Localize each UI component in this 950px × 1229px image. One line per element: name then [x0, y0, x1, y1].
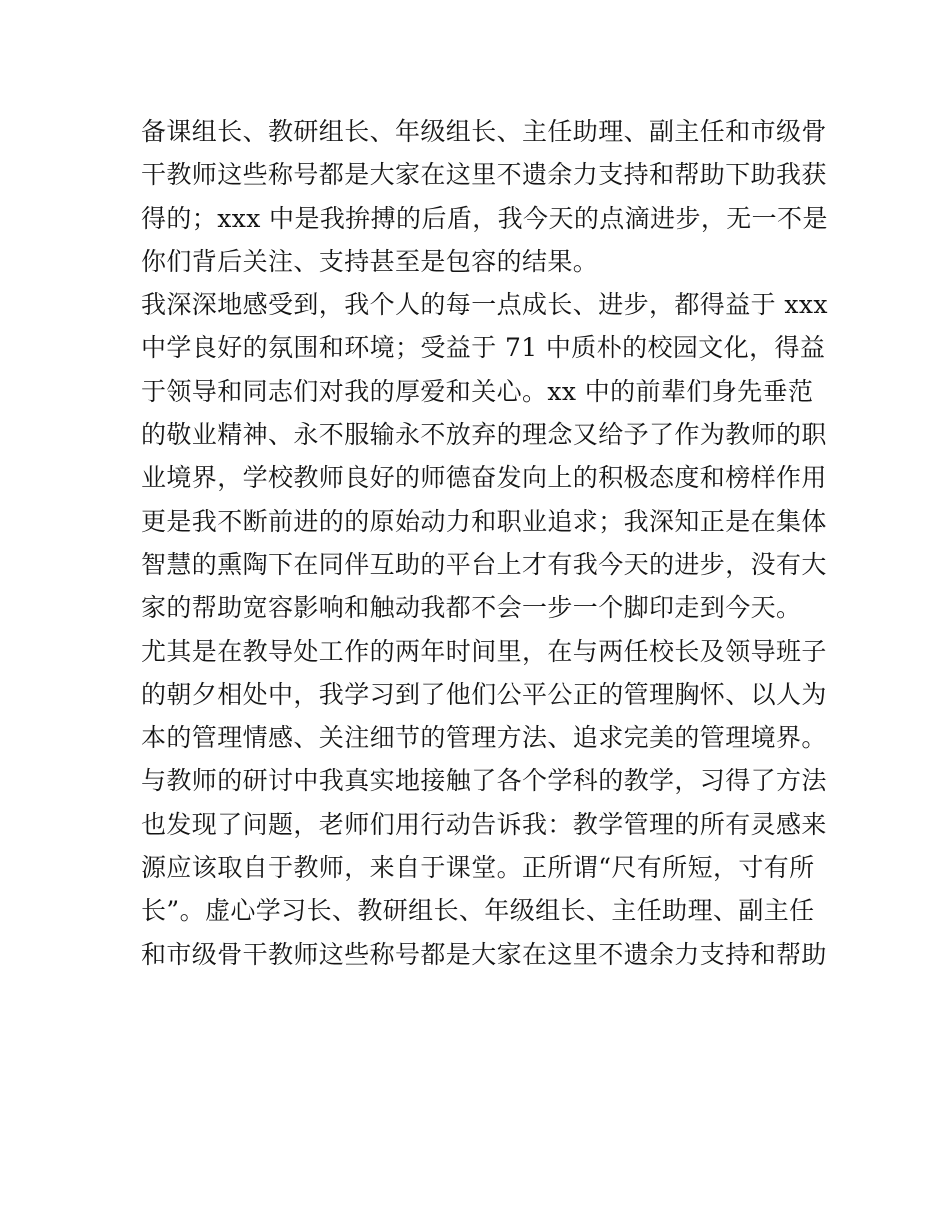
- body-text: [141, 110, 828, 976]
- text-line-4: 你们背后关注、支持甚至是包容的结果。: [141, 246, 599, 276]
- text-line-1: 备课组长、教研组长、年级组长、主任助理、副主任和市级骨: [141, 117, 827, 146]
- text-line-6: 中学良好的氛围和环境；受益于 71 中质朴的校园文化，得益: [141, 333, 826, 363]
- text-line-7: 于领导和同志们对我的厚爱和关心。xx 中的前辈们身先垂范: [141, 376, 814, 406]
- text-line-13: 尤其是在教导处工作的两年时间里，在与两任校长及领导班子: [141, 636, 827, 666]
- text-line-17: 也发现了问题，老师们用行动告诉我：教学管理的所有灵感来: [141, 809, 827, 839]
- text-line-9: 业境界，学校教师良好的师德奋发向上的积极态度和榜样作用: [141, 463, 827, 493]
- text-line-2: 干教师这些称号都是大家在这里不遗余力支持和帮助下助我获: [141, 160, 827, 190]
- text-line-20: 和市级骨干教师这些称号都是大家在这里不遗余力支持和帮助: [141, 939, 827, 969]
- text-line-11: 智慧的熏陶下在同伴互助的平台上才有我今天的进步，没有大: [141, 549, 827, 579]
- text-line-8: 的敬业精神、永不服输永不放弃的理念又给予了作为教师的职: [141, 420, 827, 450]
- text-line-14: 的朝夕相处中，我学习到了他们公平公正的管理胸怀、以人为: [141, 679, 827, 709]
- text-line-16: 与教师的研讨中我真实地接触了各个学科的教学，习得了方法: [141, 766, 827, 796]
- text-line-15: 本的管理情感、关注细节的管理方法、追求完美的管理境界。: [141, 723, 827, 753]
- text-line-5: 我深深地感受到，我个人的每一点成长、进步，都得益于 xxx: [141, 290, 828, 320]
- text-line-19: 长”。虚心学习长、教研组长、年级组长、主任助理、副主任: [141, 896, 815, 926]
- text-line-3: 得的；xxx 中是我拚搏的后盾，我今天的点滴进步，无一不是: [141, 203, 828, 233]
- text-line-10: 更是我不断前进的的原始动力和职业追求；我深知正是在集体: [141, 506, 827, 536]
- text-line-12: 家的帮助宽容影响和触动我都不会一步一个脚印走到今天。: [141, 593, 802, 623]
- text-line-18: 源应该取自于教师，来自于课堂。正所谓“尺有所短，寸有所: [141, 853, 815, 883]
